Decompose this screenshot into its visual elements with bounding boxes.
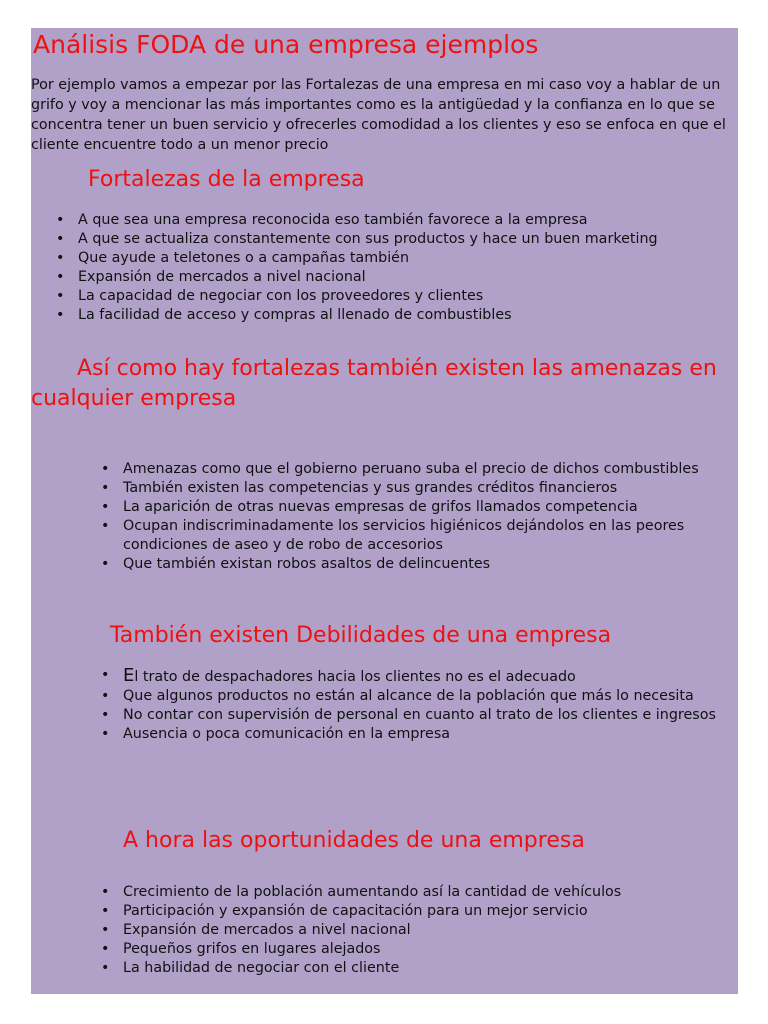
list-item: • Participación y expansión de capacitación para un mejor servicio [123,902,723,921]
amenazas-list [123,460,737,574]
oportunidades-heading: A hora las oportunidades de una empresa [123,828,585,853]
list-item: • La aparición de otras nuevas empresas de grifos llamados competencia [123,498,737,517]
debilidades-list [123,666,723,744]
drop-initial: E [123,665,135,686]
fortalezas-heading: Fortalezas de la empresa [88,167,365,192]
list-item: • A que sea una empresa reconocida eso también favorece a la empresa [78,211,728,230]
list-item [123,666,723,687]
list-item-text: l trato de despachadores hacia los clientes no es el adecuado [134,669,576,685]
list-item: • No contar con supervisión de personal en cuanto al trato de los clientes e ingresos [123,706,723,725]
document-page [31,28,738,994]
list-item: • Crecimiento de la población aumentando así la cantidad de vehículos [123,883,723,902]
list-item: • Ocupan indiscriminadamente los servicios higiénicos dejándolos en las peores condiciones de aseo y de robo de accesorios [123,517,737,555]
amenazas-heading: Así como hay fortalezas también existen las amenazas en cualquier empresa [31,356,717,411]
list-item: • Que algunos productos no están al alcance de la población que más lo necesita [123,687,723,706]
list-item: • La facilidad de acceso y compras al llenado de combustibles [78,306,728,325]
list-item: • La capacidad de negociar con los proveedores y clientes [78,287,728,306]
list-item: • La habilidad de negociar con el cliente [123,959,723,978]
list-item: • Amenazas como que el gobierno peruano suba el precio de dichos combustibles [123,460,737,479]
list-item: • Que ayude a teletones o a campañas también [78,249,728,268]
list-item: • Que también existan robos asaltos de delincuentes [123,555,737,574]
list-item: • Expansión de mercados a nivel nacional [123,921,723,940]
fortalezas-list [78,211,728,325]
oportunidades-list [123,883,723,978]
list-item: • También existen las competencias y sus grandes créditos financieros [123,479,737,498]
list-item: • A que se actualiza constantemente con sus productos y hace un buen marketing [78,230,728,249]
list-item: • Ausencia o poca comunicación en la empresa [123,725,723,744]
list-item: • Pequeños grifos en lugares alejados [123,940,723,959]
intro-paragraph: Por ejemplo vamos a empezar por las Fortalezas de una empresa en mi caso voy a hablar de un grifo y voy a mencionar las más importantes como es la antigüedad y la confianza en lo que se concentra tener un buen servicio y ofrecerles comodidad a los clientes y eso se enfoca en que el cliente encuentre todo a un menor precio [31,77,726,153]
document-title: Análisis FODA de una empresa ejemplos [33,30,539,59]
list-item: • Expansión de mercados a nivel nacional [78,268,728,287]
debilidades-heading: También existen Debilidades de una empresa [110,623,612,648]
